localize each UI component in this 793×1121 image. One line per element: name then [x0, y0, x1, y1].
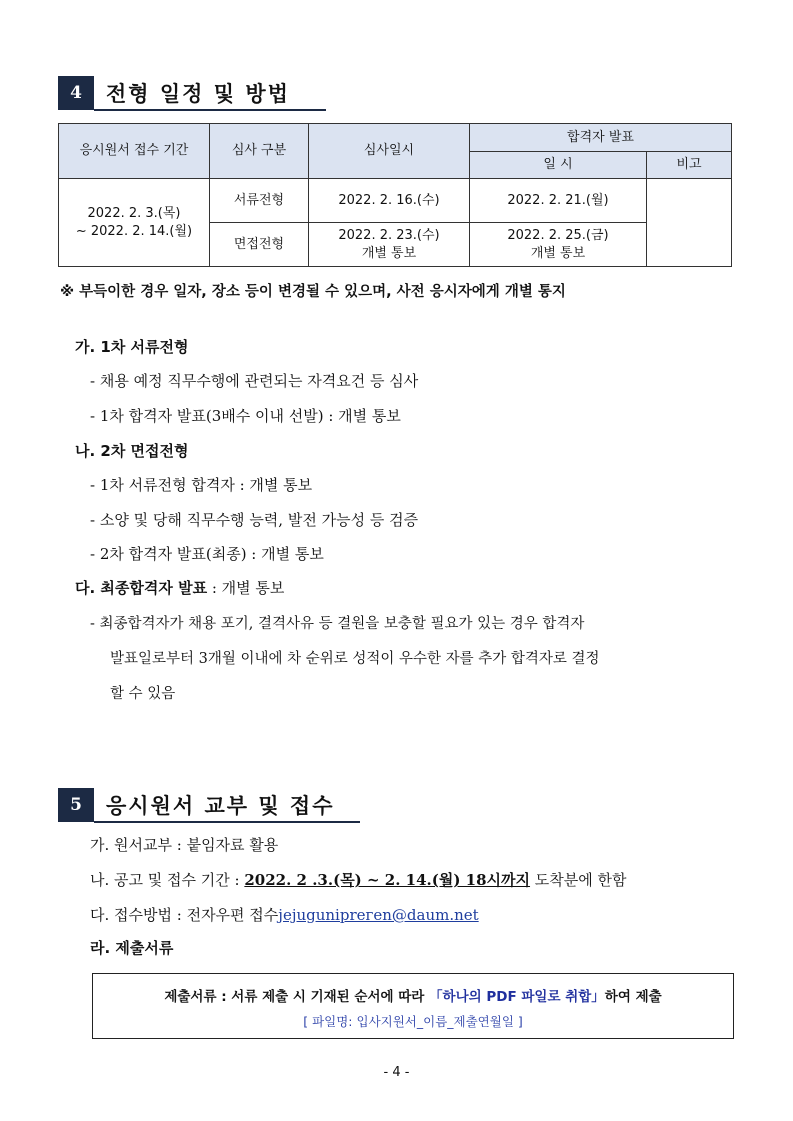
- row-announce: 2022. 2. 25.(금): [507, 227, 609, 243]
- page-number: - 4 -: [383, 1065, 410, 1080]
- subsection-da-rest: : 개별 통보: [207, 579, 285, 597]
- submission-instruction: [93, 985, 733, 1005]
- note-cell: [647, 179, 732, 267]
- section-underline: [94, 109, 326, 111]
- paragraph-line: - 최종합격자가 채용 포기, 결격사유 등 결원을 보충할 필요가 있는 경우 합격자: [90, 616, 585, 632]
- section-5-header: [58, 788, 335, 822]
- filename-format: [ 파일명: 입사지원서_이름_제출연월일 ]: [303, 1014, 523, 1029]
- list-item: - 소양 및 당해 직무수행 능력, 발전 가능성 등 검증: [90, 511, 419, 529]
- list-item: - 2차 합격자 발표(최종) : 개별 통보: [90, 545, 324, 563]
- list-item: - 1차 서류전형 합격자 : 개별 통보: [90, 476, 313, 494]
- row-type: 면접전형: [210, 223, 309, 267]
- paragraph-line: 발표일로부터 3개월 이내에 차 순위로 성적이 우수한 자를 추가 합격자로 결정: [110, 651, 600, 667]
- period-cell: [59, 179, 210, 267]
- header-announce: 합격자 발표: [470, 124, 732, 152]
- subsection-ga-title: 가. 1차 서류전형: [75, 338, 189, 356]
- subsection-na-title: 나. 2차 면접전형: [75, 442, 189, 460]
- submission-suffix: 하여 제출: [604, 989, 662, 1005]
- item-na-suffix: 도착분에 한함: [530, 871, 627, 889]
- section-title: 응시원서 교부 및 접수: [106, 793, 335, 818]
- item-ga: 가. 원서교부 : 붙임자료 활용: [90, 836, 279, 854]
- period-line-1: 2022. 2. 3.(목): [87, 205, 181, 221]
- header-period: 응시원서 접수 기간: [59, 124, 210, 179]
- row-type: 서류전형: [210, 179, 309, 223]
- notice-text: ※ 부득이한 경우 일자, 장소 등이 변경될 수 있으며, 사전 응시자에게 개별 통지: [60, 284, 566, 300]
- schedule-table: [58, 123, 732, 267]
- period-line-2: ~ 2022. 2. 14.(월): [75, 223, 193, 239]
- row-announce-cell: [470, 223, 647, 267]
- row-announce: 2022. 2. 21.(월): [470, 179, 647, 223]
- header-type: 심사 구분: [210, 124, 309, 179]
- subsection-da: [75, 577, 284, 598]
- section-underline: [94, 821, 360, 823]
- section-number: 5: [58, 788, 94, 822]
- email-link[interactable]: jejuguniprегen@daum.net: [278, 906, 479, 924]
- submission-box: [92, 973, 734, 1039]
- row-announce-note: 개별 통보: [530, 245, 586, 261]
- subsection-da-title: 다. 최종합격자 발표: [75, 579, 208, 597]
- paragraph-line: 할 수 있음: [110, 686, 176, 702]
- submission-prefix: 제출서류 : 서류 제출 시 기재된 순서에 따라: [164, 989, 430, 1005]
- row-date: 2022. 2. 23.(수): [338, 227, 440, 243]
- header-announce-date: 일 시: [470, 152, 647, 179]
- item-na: [90, 869, 627, 890]
- list-item: - 채용 예정 직무수행에 관련되는 자격요건 등 심사: [90, 372, 419, 390]
- item-da: [90, 904, 479, 925]
- row-date-cell: [309, 223, 470, 267]
- item-da-prefix: 다. 접수방법 : 전자우편 접수: [90, 906, 279, 924]
- row-date: 2022. 2. 16.(수): [309, 179, 470, 223]
- header-note: 비고: [647, 152, 732, 179]
- item-na-prefix: 나. 공고 및 접수 기간 :: [90, 871, 245, 889]
- item-ra-title: 라. 제출서류: [90, 939, 174, 957]
- header-date: 심사일시: [309, 124, 470, 179]
- section-4-header: [58, 76, 290, 110]
- section-title: 전형 일정 및 방법: [106, 81, 290, 106]
- application-period: 2022. 2 .3.(목) ~ 2. 14.(월) 18시까지: [244, 871, 531, 889]
- submission-highlight: 「하나의 PDF 파일로 취합」: [429, 989, 605, 1005]
- row-date-note: 개별 통보: [361, 245, 417, 261]
- list-item: - 1차 합격자 발표(3배수 이내 선발) : 개별 통보: [90, 407, 401, 425]
- section-number: 4: [58, 76, 94, 110]
